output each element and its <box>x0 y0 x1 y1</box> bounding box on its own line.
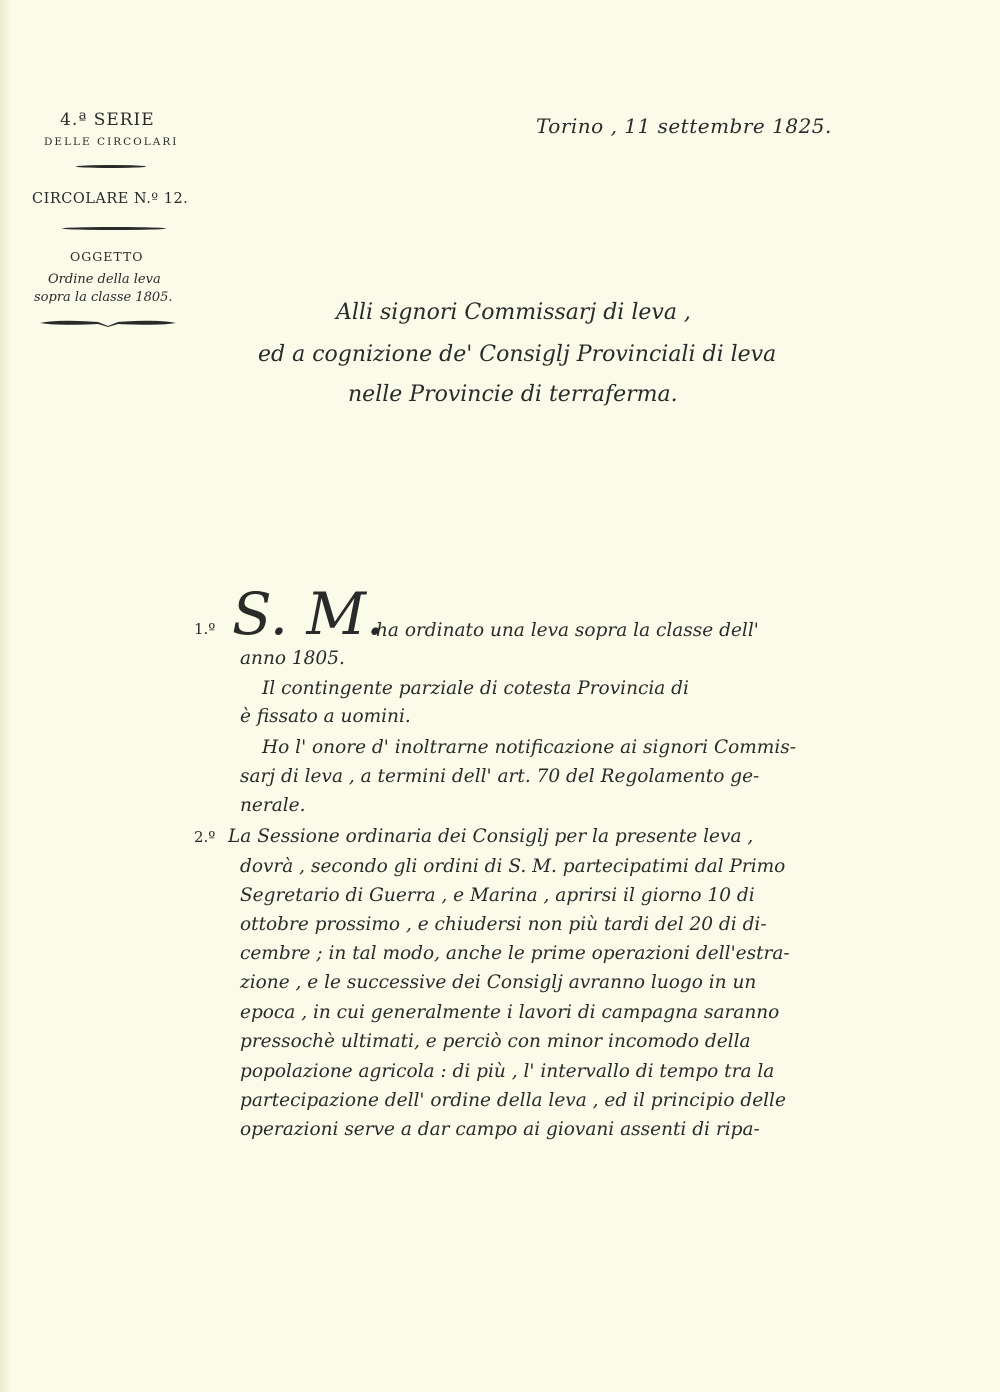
oggetto-label: OGGETTO <box>70 249 144 264</box>
body-line: sarj di leva , a termini dell' art. 70 del Regolamento ge- <box>240 766 760 787</box>
circolare-number: CIRCOLARE N.º 12. <box>32 191 189 207</box>
body-line: epoca , in cui generalmente i lavori di campagna saranno <box>240 1002 780 1023</box>
section-initials: S. M. <box>232 580 385 648</box>
dateline: Torino , 11 settembre 1825. <box>536 114 832 138</box>
page-edge <box>0 0 12 1392</box>
body-line: Segretario di Guerra , e Marina , aprirsi il giorno 10 di <box>240 885 755 906</box>
serie-subtitle: DELLE CIRCOLARI <box>44 136 179 148</box>
address-line: ed a cognizione de' Consiglj Provinciali di leva <box>258 342 777 367</box>
body-line: operazioni serve a dar campo ai giovani assenti di ripa- <box>240 1119 760 1140</box>
body-line: zione , e le successive dei Consiglj avranno luogo in un <box>240 972 757 993</box>
body-line: anno 1805. <box>240 648 345 669</box>
body-line: Ho l' onore d' inoltrarne notificazione ai signori Commis- <box>262 737 796 758</box>
oggetto-line: Ordine della leva <box>48 272 161 287</box>
divider-rule <box>76 165 146 168</box>
oggetto-line: sopra la classe 1805. <box>34 290 173 305</box>
body-line: cembre ; in tal modo, anche le prime operazioni dell'estra- <box>240 943 790 964</box>
divider-rule <box>62 227 166 230</box>
address-line: Alli signori Commissarj di leva , <box>336 300 691 325</box>
body-line: ottobre prossimo , e chiudersi non più tardi del 20 di di- <box>240 914 767 935</box>
body-line: popolazione agricola : di più , l' intervallo di tempo tra la <box>240 1061 775 1082</box>
body-line: dovrà , secondo gli ordini di S. M. partecipatimi dal Primo <box>240 856 786 877</box>
section-number: 2.º <box>194 828 216 846</box>
body-line: nerale. <box>240 795 306 816</box>
body-line: pressochè ultimati, e perciò con minor incomodo della <box>240 1031 751 1052</box>
body-line: è fissato a uomini. <box>240 706 411 727</box>
serie-title: 4.ª SERIE <box>60 110 155 130</box>
body-line: partecipazione dell' ordine della leva , ed il principio delle <box>240 1090 786 1111</box>
body-line: ha ordinato una leva sopra la classe dell' <box>376 620 759 641</box>
address-line: nelle Provincie di terraferma. <box>348 382 678 407</box>
section-number: 1.º <box>194 620 216 638</box>
body-line: La Sessione ordinaria dei Consiglj per la presente leva , <box>228 826 754 847</box>
body-line: Il contingente parziale di cotesta Provincia di <box>262 678 689 699</box>
ornament-divider <box>38 318 178 328</box>
